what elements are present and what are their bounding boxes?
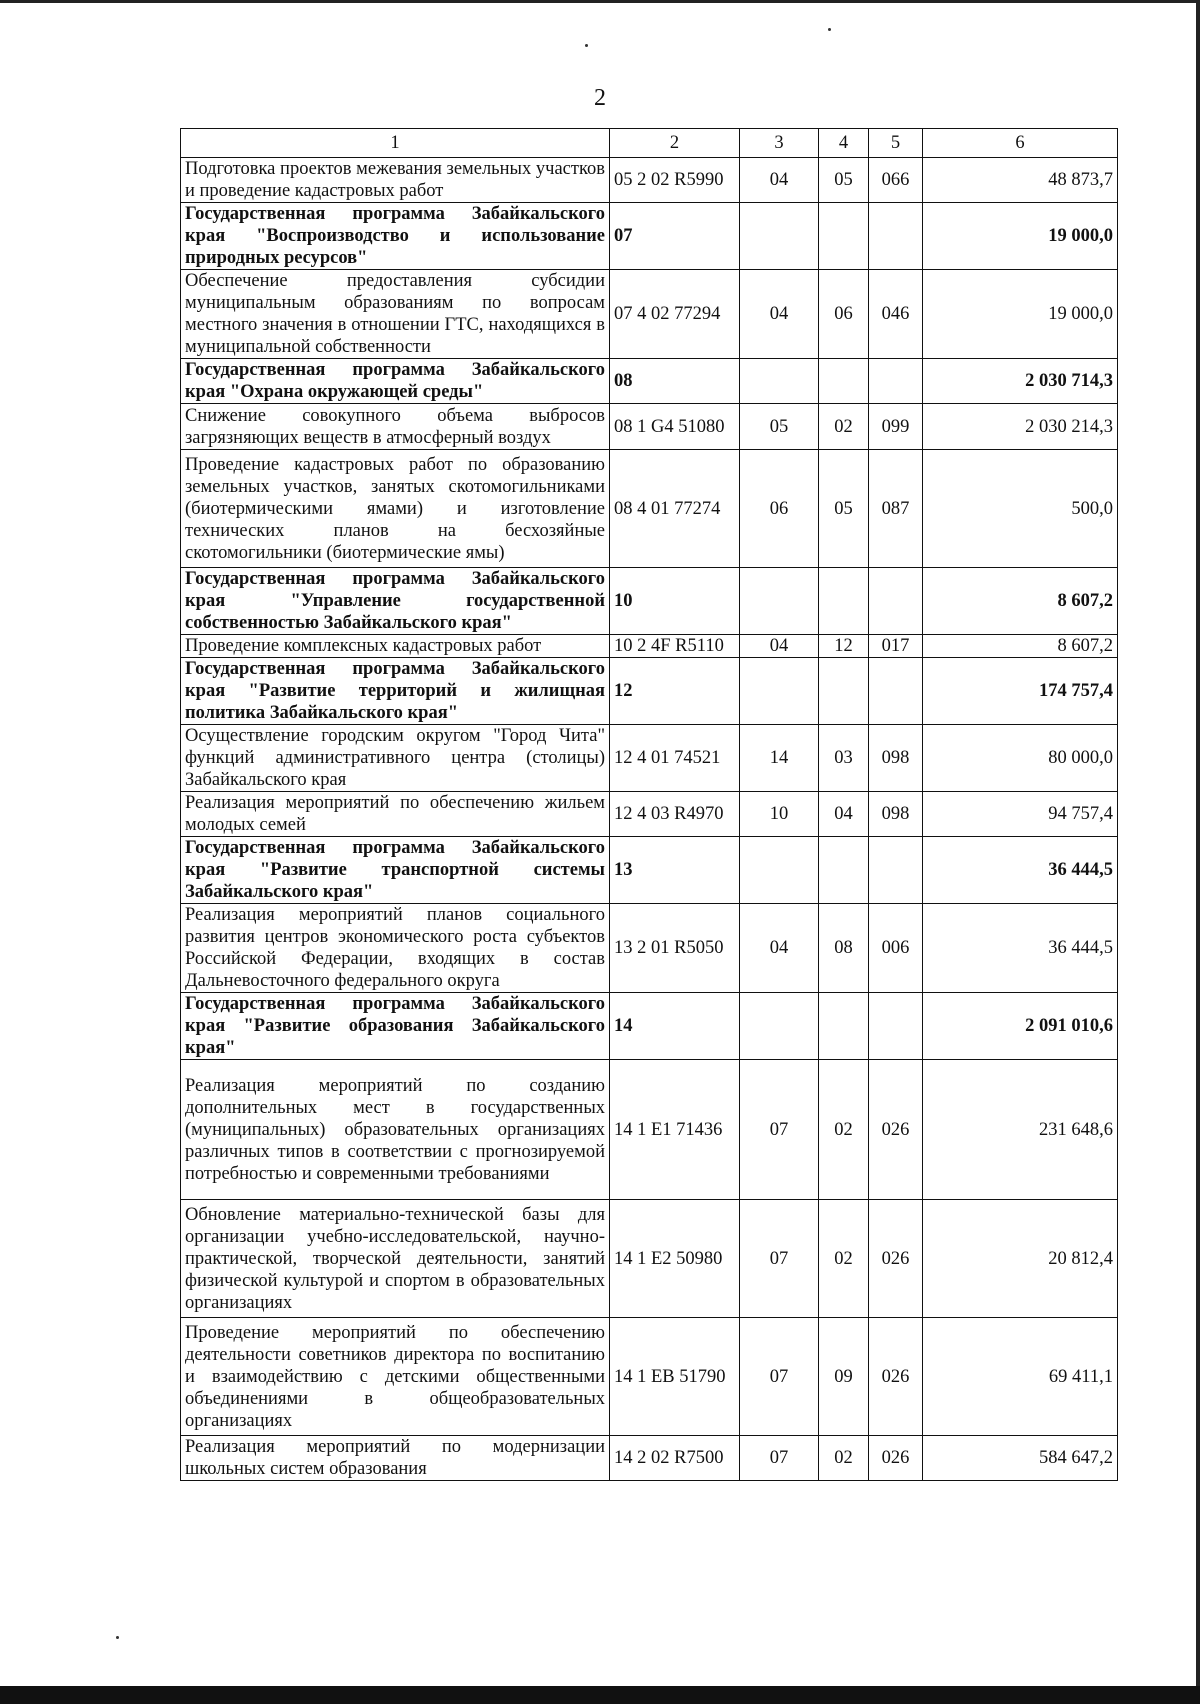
row-subsection-cell: 06 <box>819 270 869 359</box>
row-target-code-cell: 14 <box>610 993 740 1060</box>
row-name-cell: Государственная программа Забайкальского края "Развитие транспортной системы Забайкальского края" <box>181 837 610 904</box>
row-target-code-cell: 13 <box>610 837 740 904</box>
table-body <box>181 158 1118 1481</box>
table-row <box>181 1200 1118 1318</box>
row-administrator-cell <box>869 993 923 1060</box>
table-row <box>181 270 1118 359</box>
row-subsection-cell: 12 <box>819 635 869 658</box>
row-name-cell: Государственная программа Забайкальского края "Управление государственной собственностью Забайкальского края" <box>181 568 610 635</box>
table-row <box>181 904 1118 993</box>
row-name-cell: Проведение комплексных кадастровых работ <box>181 635 610 658</box>
row-target-code-cell: 08 4 01 77274 <box>610 450 740 568</box>
row-subsection-cell: 02 <box>819 1200 869 1318</box>
row-subsection-cell <box>819 658 869 725</box>
row-administrator-cell: 099 <box>869 404 923 450</box>
table-row <box>181 404 1118 450</box>
row-name-cell: Обеспечение предоставления субсидии муниципальным образованиям по вопросам местного значения в отношении ГТС, находящихся в муниципальной собственности <box>181 270 610 359</box>
row-target-code-cell: 14 1 E1 71436 <box>610 1060 740 1200</box>
scan-edge-bottom <box>0 1686 1200 1704</box>
row-section-cell: 07 <box>740 1200 819 1318</box>
table-row <box>181 1060 1118 1200</box>
row-subsection-cell: 05 <box>819 158 869 203</box>
program-row <box>181 658 1118 725</box>
row-administrator-cell <box>869 658 923 725</box>
row-subsection-cell <box>819 837 869 904</box>
scan-edge-top <box>0 0 1200 3</box>
row-administrator-cell: 026 <box>869 1200 923 1318</box>
row-administrator-cell: 026 <box>869 1060 923 1200</box>
row-section-cell: 07 <box>740 1318 819 1436</box>
row-administrator-cell: 017 <box>869 635 923 658</box>
program-row <box>181 203 1118 270</box>
row-amount-cell: 94 757,4 <box>923 792 1118 837</box>
row-section-cell: 10 <box>740 792 819 837</box>
row-section-cell <box>740 993 819 1060</box>
row-amount-cell: 69 411,1 <box>923 1318 1118 1436</box>
table-row <box>181 450 1118 568</box>
table-row <box>181 158 1118 203</box>
row-administrator-cell: 026 <box>869 1318 923 1436</box>
program-row <box>181 568 1118 635</box>
row-subsection-cell <box>819 359 869 404</box>
row-section-cell <box>740 203 819 270</box>
row-name-cell: Реализация мероприятий планов социального развития центров экономического роста субъектов Российской Федерации, входящих в состав Дальневосточного федерального округа <box>181 904 610 993</box>
row-section-cell: 14 <box>740 725 819 792</box>
row-subsection-cell: 02 <box>819 1436 869 1481</box>
row-administrator-cell: 087 <box>869 450 923 568</box>
row-target-code-cell: 10 2 4F R5110 <box>610 635 740 658</box>
row-section-cell: 07 <box>740 1060 819 1200</box>
page-number: 2 <box>594 85 606 111</box>
row-administrator-cell <box>869 568 923 635</box>
row-administrator-cell: 026 <box>869 1436 923 1481</box>
row-name-cell: Реализация мероприятий по модернизации школьных систем образования <box>181 1436 610 1481</box>
program-row <box>181 837 1118 904</box>
row-administrator-cell: 046 <box>869 270 923 359</box>
row-section-cell <box>740 658 819 725</box>
row-target-code-cell: 10 <box>610 568 740 635</box>
row-amount-cell: 231 648,6 <box>923 1060 1118 1200</box>
row-amount-cell: 19 000,0 <box>923 203 1118 270</box>
row-name-cell: Проведение мероприятий по обеспечению деятельности советников директора по воспитанию и взаимодействию с детскими общественными объединениями в общеобразовательных организациях <box>181 1318 610 1436</box>
row-target-code-cell: 07 4 02 77294 <box>610 270 740 359</box>
row-name-cell: Реализация мероприятий по обеспечению жильем молодых семей <box>181 792 610 837</box>
row-amount-cell: 48 873,7 <box>923 158 1118 203</box>
row-amount-cell: 584 647,2 <box>923 1436 1118 1481</box>
row-administrator-cell: 098 <box>869 725 923 792</box>
row-subsection-cell: 02 <box>819 404 869 450</box>
row-administrator-cell: 066 <box>869 158 923 203</box>
row-name-cell: Снижение совокупного объема выбросов загрязняющих веществ в атмосферный воздух <box>181 404 610 450</box>
row-name-cell: Реализация мероприятий по созданию дополнительных мест в государственных (муниципальных) образовательных организациях различных типов в соответствии с прогнозируемой потребностью и современными требованиями <box>181 1060 610 1200</box>
row-amount-cell: 36 444,5 <box>923 837 1118 904</box>
budget-table <box>180 128 1118 1481</box>
row-name-cell: Обновление материально-технической базы для организации учебно-исследовательской, научно-практической, творческой деятельности, занятий физической культурой и спортом в образовательных организациях <box>181 1200 610 1318</box>
column-header-5: 5 <box>869 129 923 158</box>
row-target-code-cell: 12 4 01 74521 <box>610 725 740 792</box>
table-row <box>181 792 1118 837</box>
program-row <box>181 993 1118 1060</box>
row-administrator-cell: 006 <box>869 904 923 993</box>
row-section-cell: 05 <box>740 404 819 450</box>
row-subsection-cell: 02 <box>819 1060 869 1200</box>
scan-speck <box>828 28 831 31</box>
row-subsection-cell: 05 <box>819 450 869 568</box>
column-header-4: 4 <box>819 129 869 158</box>
row-target-code-cell: 12 <box>610 658 740 725</box>
row-amount-cell: 174 757,4 <box>923 658 1118 725</box>
row-name-cell: Подготовка проектов межевания земельных участков и проведение кадастровых работ <box>181 158 610 203</box>
row-amount-cell: 2 030 214,3 <box>923 404 1118 450</box>
row-subsection-cell <box>819 993 869 1060</box>
row-subsection-cell <box>819 568 869 635</box>
row-target-code-cell: 14 1 EB 51790 <box>610 1318 740 1436</box>
table-row <box>181 1436 1118 1481</box>
row-administrator-cell: 098 <box>869 792 923 837</box>
row-amount-cell: 2 091 010,6 <box>923 993 1118 1060</box>
row-administrator-cell <box>869 837 923 904</box>
row-name-cell: Государственная программа Забайкальского края "Развитие образования Забайкальского края" <box>181 993 610 1060</box>
row-name-cell: Проведение кадастровых работ по образованию земельных участков, занятых скотомогильниками (биотермическими ямами) и изготовление технических планов на бесхозяйные скотомогильники (биотермические ямы) <box>181 450 610 568</box>
row-amount-cell: 20 812,4 <box>923 1200 1118 1318</box>
program-row <box>181 359 1118 404</box>
row-target-code-cell: 05 2 02 R5990 <box>610 158 740 203</box>
row-target-code-cell: 07 <box>610 203 740 270</box>
header-row <box>181 129 1118 158</box>
row-amount-cell: 2 030 714,3 <box>923 359 1118 404</box>
row-section-cell: 04 <box>740 270 819 359</box>
row-administrator-cell <box>869 203 923 270</box>
row-section-cell: 04 <box>740 635 819 658</box>
row-section-cell: 04 <box>740 904 819 993</box>
row-amount-cell: 500,0 <box>923 450 1118 568</box>
row-amount-cell: 80 000,0 <box>923 725 1118 792</box>
row-target-code-cell: 14 2 02 R7500 <box>610 1436 740 1481</box>
scan-speck <box>116 1636 119 1639</box>
row-subsection-cell: 03 <box>819 725 869 792</box>
row-amount-cell: 8 607,2 <box>923 635 1118 658</box>
row-subsection-cell: 09 <box>819 1318 869 1436</box>
row-subsection-cell: 08 <box>819 904 869 993</box>
row-section-cell <box>740 568 819 635</box>
row-section-cell: 04 <box>740 158 819 203</box>
row-target-code-cell: 12 4 03 R4970 <box>610 792 740 837</box>
row-section-cell: 07 <box>740 1436 819 1481</box>
row-subsection-cell: 04 <box>819 792 869 837</box>
row-target-code-cell: 08 <box>610 359 740 404</box>
column-header-1: 1 <box>181 129 610 158</box>
row-name-cell: Осуществление городским округом "Город Чита" функций административного центра (столицы) Забайкальского края <box>181 725 610 792</box>
row-administrator-cell <box>869 359 923 404</box>
row-section-cell: 06 <box>740 450 819 568</box>
row-name-cell: Государственная программа Забайкальского края "Развитие территорий и жилищная политика Забайкальского края" <box>181 658 610 725</box>
table-row <box>181 635 1118 658</box>
row-amount-cell: 8 607,2 <box>923 568 1118 635</box>
row-subsection-cell <box>819 203 869 270</box>
row-amount-cell: 19 000,0 <box>923 270 1118 359</box>
row-target-code-cell: 08 1 G4 51080 <box>610 404 740 450</box>
scan-speck <box>585 44 588 47</box>
row-name-cell: Государственная программа Забайкальского края "Воспроизводство и использование природных ресурсов" <box>181 203 610 270</box>
row-amount-cell: 36 444,5 <box>923 904 1118 993</box>
row-name-cell: Государственная программа Забайкальского края "Охрана окружающей среды" <box>181 359 610 404</box>
row-target-code-cell: 13 2 01 R5050 <box>610 904 740 993</box>
column-header-2: 2 <box>610 129 740 158</box>
row-section-cell <box>740 837 819 904</box>
table-row <box>181 725 1118 792</box>
scan-edge-right <box>1196 0 1200 1704</box>
column-header-3: 3 <box>740 129 819 158</box>
column-header-6: 6 <box>923 129 1118 158</box>
row-target-code-cell: 14 1 E2 50980 <box>610 1200 740 1318</box>
table-row <box>181 1318 1118 1436</box>
row-section-cell <box>740 359 819 404</box>
